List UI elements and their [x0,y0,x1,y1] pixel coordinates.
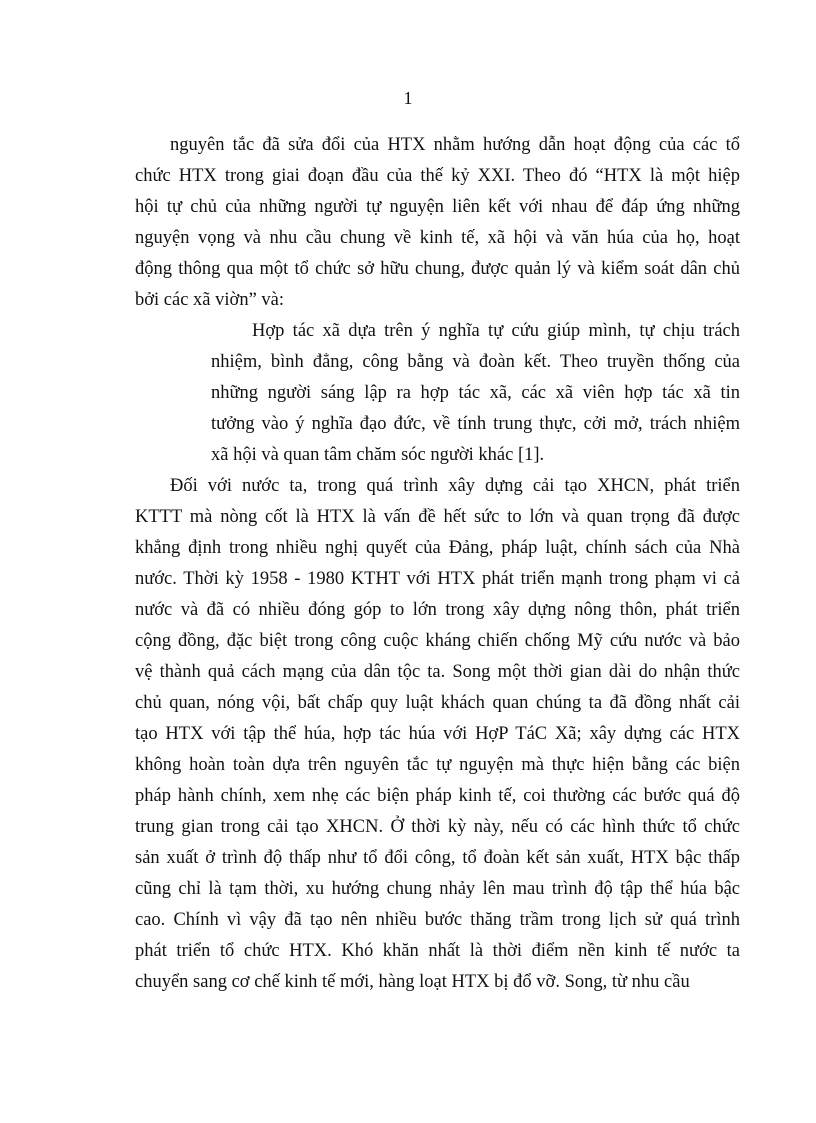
text-line: hội tự chủ của những người tự nguyện liên kết với nhau để đáp ứng những [135,197,740,217]
text-line: khẳng định trong nhiều nghị quyết của Đảng, pháp luật, chính sách của Nhà [135,538,740,558]
text-line: không hoàn toàn dựa trên nguyên tắc tự nguyện mà thực hiện bằng các biện [135,755,740,775]
text-line: chủ quan, nóng vội, bất chấp quy luật khách quan chúng ta đã đồng nhất cải [135,693,740,713]
text-line: nguyên tắc đã sửa đổi của HTX nhằm hướng dẫn hoạt động của các tổ [170,135,740,155]
quote-line: tưởng vào ý nghĩa đạo đức, về tính trung thực, cởi mở, trách nhiệm [211,414,740,434]
paragraph-2 [135,471,740,998]
text-line: cũng chỉ là tạm thời, xu hướng chung nhảy lên mau trình độ tập thể húa bậc [135,879,740,899]
text-line: pháp hành chính, xem nhẹ các biện pháp kinh tế, coi thường các bước quá độ [135,786,740,806]
text-line: Đối với nước ta, trong quá trình xây dựng cải tạo XHCN, phát triển [170,476,740,496]
text-line: cộng đồng, đặc biệt trong công cuộc kháng chiến chống Mỹ cứu nước và bảo [135,631,740,651]
quote-line: những người sáng lập ra hợp tác xã, các xã viên hợp tác xã tin [211,383,740,403]
text-line: nguyện vọng và nhu cầu chung về kinh tế, xã hội và văn húa của họ, hoạt [135,228,740,248]
text-line: chức HTX trong giai đoạn đầu của thế kỷ XXI. Theo đó “HTX là một hiệp [135,166,740,186]
text-line: nước. Thời kỳ 1958 - 1980 KTHT với HTX phát triển mạnh trong phạm vi cả [135,569,740,589]
page-number: 1 [403,88,413,108]
text-line: bởi các xã viờn” và: [135,290,285,310]
text-line: vệ thành quả cách mạng của dân tộc ta. Song một thời gian dài do nhận thức [135,662,740,682]
text-line: KTTT mà nòng cốt là HTX là vấn đề hết sức to lớn và quan trọng đã được [135,507,740,527]
text-line: cao. Chính vì vậy đã tạo nên nhiều bước thăng trầm trong lịch sử quá trình [135,910,740,930]
block-quote [211,316,740,471]
text-line: tạo HTX với tập thể húa, hợp tác húa với HợP TáC Xã; xây dựng các HTX [135,724,740,744]
quote-line: nhiệm, bình đẳng, công bằng và đoàn kết. Theo truyền thống của [211,352,740,372]
text-line: động thông qua một tổ chức sở hữu chung, được quản lý và kiểm soát dân chủ [135,259,740,279]
text-line: chuyển sang cơ chế kinh tế mới, hàng loạt HTX bị đổ vỡ. Song, từ nhu cầu [135,972,690,992]
quote-line: xã hội và quan tâm chăm sóc người khác [1]. [211,445,545,465]
text-line: phát triển tổ chức HTX. Khó khăn nhất là thời điểm nền kinh tế nước ta [135,941,740,961]
text-line: nước và đã có nhiều đóng góp to lớn trong xây dựng nông thôn, phát triển [135,600,740,620]
body-text [135,130,740,998]
quote-line: Hợp tác xã dựa trên ý nghĩa tự cứu giúp mình, tự chịu trách [252,321,740,341]
paragraph-1 [135,130,740,316]
text-line: trung gian trong cải tạo XHCN. Ở thời kỳ này, nếu có các hình thức tổ chức [135,817,740,837]
text-line: sản xuất ở trình độ thấp như tổ đổi công, tổ đoàn kết sản xuất, HTX bậc thấp [135,848,740,868]
